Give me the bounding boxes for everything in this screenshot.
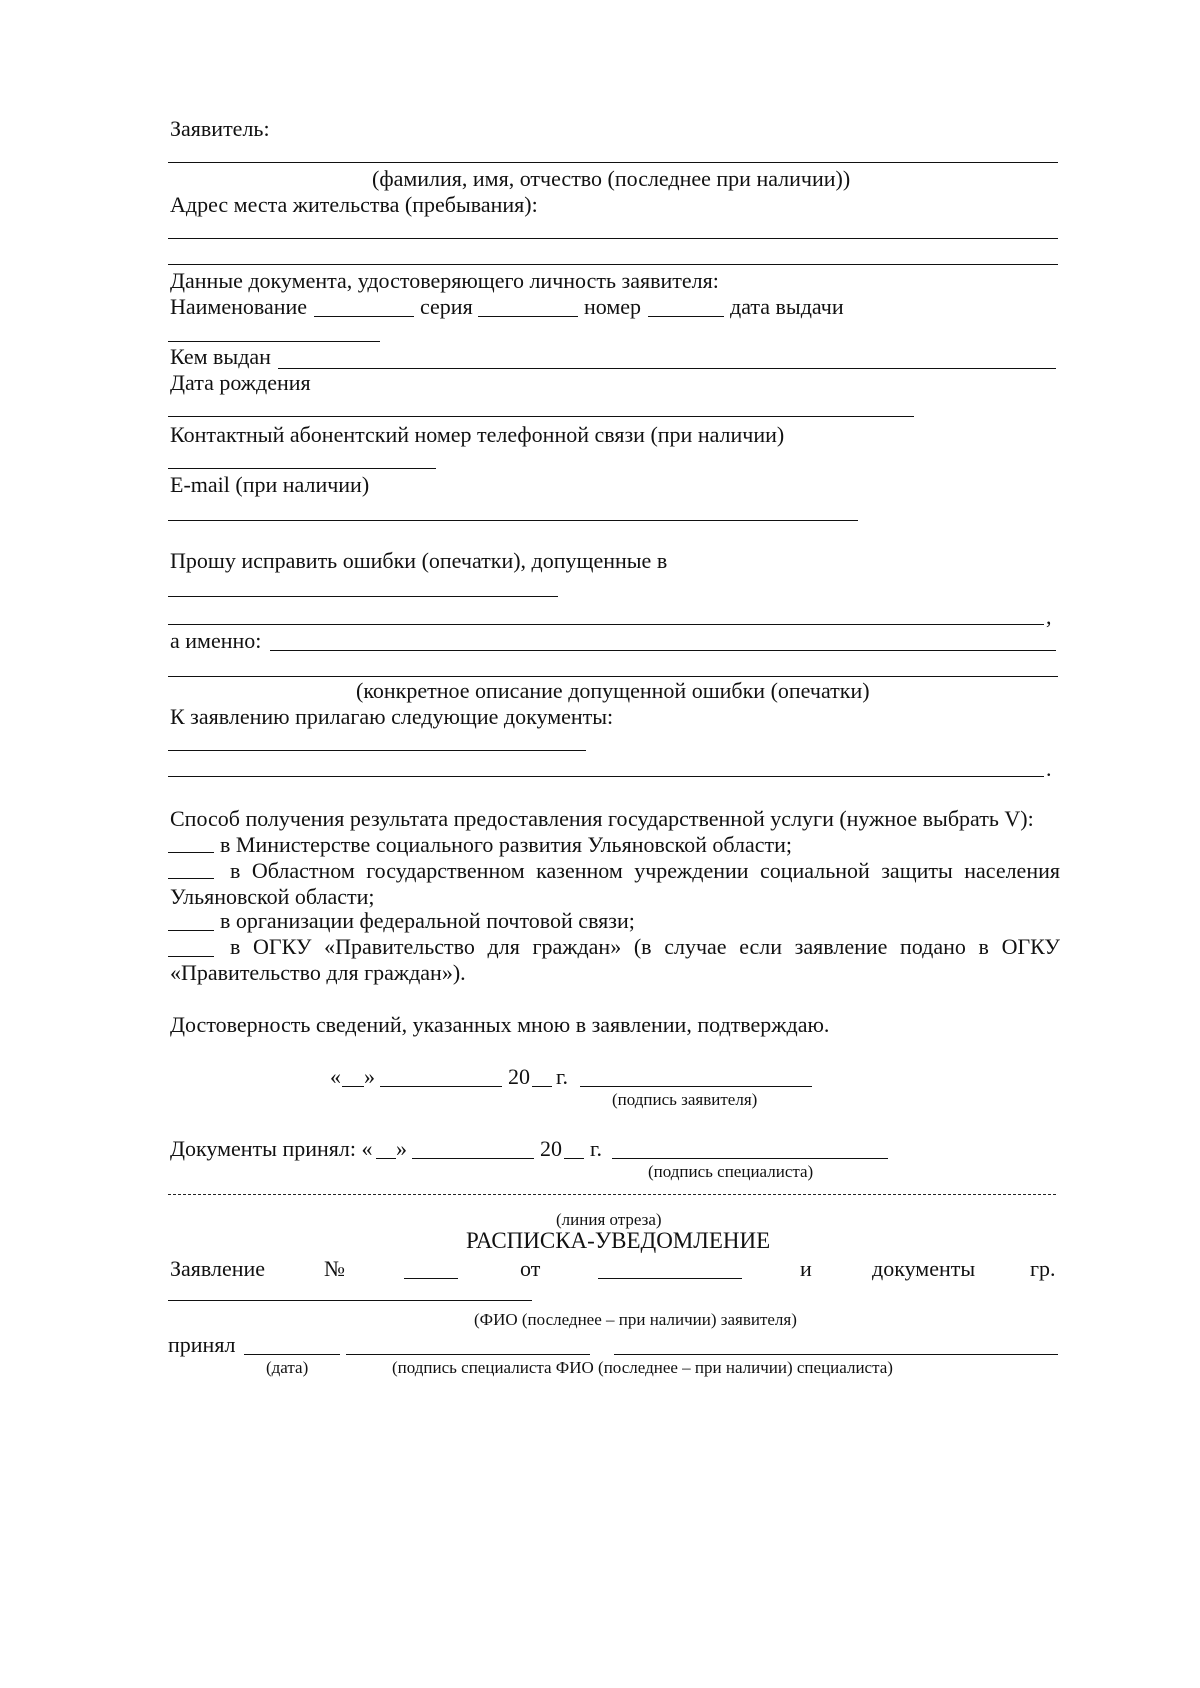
cut-line	[168, 1194, 1056, 1195]
email-line[interactable]	[168, 520, 858, 521]
receipt-word-and: и	[800, 1256, 812, 1281]
confirmation-day-line[interactable]	[342, 1086, 364, 1087]
specialist-signature-line[interactable]	[612, 1158, 888, 1159]
year-suffix: г.	[556, 1064, 569, 1089]
doc-number-label: номер	[584, 294, 642, 319]
receipt-word-documents: документы	[872, 1256, 976, 1281]
accepted-day-line[interactable]	[376, 1158, 396, 1159]
doc-issue-date-line[interactable]	[168, 341, 380, 342]
attachments-line-2[interactable]	[168, 776, 1044, 777]
fio-caption: (фамилия, имя, отчество (последнее при наличии))	[372, 166, 851, 191]
delivery-option-1-text: в Министерстве социального развития Ульяновской области;	[220, 832, 792, 857]
receipt-accepted-label: принял	[168, 1332, 236, 1357]
doc-name-label: Наименование	[170, 294, 308, 319]
receipt-word-from: от	[520, 1256, 541, 1281]
year-prefix: 20	[508, 1064, 530, 1089]
cut-line-caption: (линия отреза)	[556, 1210, 662, 1229]
receipt-word-number: №	[324, 1256, 345, 1281]
delivery-option-4-text: в ОГКУ «Правительство для граждан» (в случае если заявление подано в ОГКУ «Правительство для граждан»).	[170, 934, 1060, 985]
receipt-number-line[interactable]	[404, 1278, 458, 1279]
delivery-option-3-text: в организации федеральной почтовой связи;	[220, 908, 635, 933]
date-close-quote: »	[364, 1064, 375, 1089]
delivery-option-3-checkbox[interactable]	[168, 930, 214, 931]
receipt-title: РАСПИСКА-УВЕДОМЛЕНИЕ	[466, 1228, 771, 1253]
date-open-quote: «	[330, 1064, 341, 1089]
document-name-line-2[interactable]	[168, 624, 1044, 625]
receipt-date-line[interactable]	[598, 1278, 742, 1279]
issued-by-label: Кем выдан	[170, 344, 271, 369]
delivery-option-2-checkbox[interactable]	[168, 878, 214, 879]
document-name-line-1[interactable]	[168, 596, 558, 597]
receipt-word-citizen: гр.	[1030, 1256, 1056, 1281]
doc-series-line[interactable]	[478, 316, 578, 317]
confirmation-text: Достоверность сведений, указанных мною в заявлении, подтверждаю.	[170, 1012, 830, 1037]
receipt-word-statement: Заявление	[170, 1256, 266, 1281]
namely-line[interactable]	[270, 650, 1056, 651]
receipt-specialist-signature-line[interactable]	[346, 1354, 590, 1355]
accepted-label: Документы принял: «	[170, 1136, 373, 1161]
comma-mark: ,	[1046, 604, 1052, 629]
attachments-line-1[interactable]	[168, 750, 586, 751]
fio-input-line[interactable]	[168, 162, 1058, 163]
accepted-date-close: »	[396, 1136, 407, 1161]
receipt-accepted-date-line[interactable]	[244, 1354, 340, 1355]
error-description-line[interactable]	[168, 676, 1058, 677]
birth-date-line[interactable]	[168, 416, 914, 417]
doc-issue-date-label: дата выдачи	[730, 294, 844, 319]
receipt-specialist-fio-line[interactable]	[614, 1354, 1058, 1355]
applicant-label: Заявитель:	[170, 116, 270, 141]
issued-by-line[interactable]	[278, 368, 1056, 369]
receipt-date-caption: (дата)	[266, 1358, 309, 1377]
error-caption: (конкретное описание допущенной ошибки (опечатки)	[356, 678, 870, 703]
delivery-option-4-checkbox[interactable]	[168, 956, 214, 957]
accepted-year-suffix: г.	[590, 1136, 603, 1161]
applicant-signature-caption: (подпись заявителя)	[612, 1090, 758, 1109]
delivery-option-2-text: в Областном государственном казенном учреждении социальной защиты населения Ульяновской области;	[170, 858, 1060, 909]
delivery-option-1-checkbox[interactable]	[168, 852, 214, 853]
receipt-fio-caption: (ФИО (последнее – при наличии) заявителя)	[474, 1310, 797, 1329]
address-line-1[interactable]	[168, 238, 1058, 239]
confirmation-month-line[interactable]	[380, 1086, 502, 1087]
email-label: E-mail (при наличии)	[170, 472, 370, 497]
confirmation-year-line[interactable]	[532, 1086, 552, 1087]
address-label: Адрес места жительства (пребывания):	[170, 192, 538, 217]
phone-label: Контактный абонентский номер телефонной связи (при наличии)	[170, 422, 785, 447]
birth-date-label: Дата рождения	[170, 370, 311, 395]
correct-errors-text: Прошу исправить ошибки (опечатки), допущенные в	[170, 548, 668, 573]
specialist-signature-caption: (подпись специалиста)	[648, 1162, 814, 1181]
attachments-label: К заявлению прилагаю следующие документы:	[170, 704, 614, 729]
accepted-year-line[interactable]	[564, 1158, 584, 1159]
doc-name-line[interactable]	[314, 316, 414, 317]
delivery-heading: Способ получения результата предоставления государственной услуги (нужное выбрать V):	[170, 806, 1034, 831]
accepted-month-line[interactable]	[412, 1158, 534, 1159]
applicant-signature-line[interactable]	[580, 1086, 812, 1087]
doc-number-line[interactable]	[648, 316, 724, 317]
namely-label: а именно:	[170, 628, 262, 653]
receipt-fio-line[interactable]	[168, 1300, 532, 1301]
doc-series-label: серия	[420, 294, 473, 319]
receipt-signature-caption: (подпись специалиста ФИО (последнее – при наличии) специалиста)	[392, 1358, 893, 1377]
identity-doc-heading: Данные документа, удостоверяющего личность заявителя:	[170, 268, 719, 293]
phone-line[interactable]	[168, 468, 436, 469]
address-line-2[interactable]	[168, 264, 1058, 265]
accepted-year-prefix: 20	[540, 1136, 562, 1161]
period-mark: .	[1046, 756, 1052, 781]
